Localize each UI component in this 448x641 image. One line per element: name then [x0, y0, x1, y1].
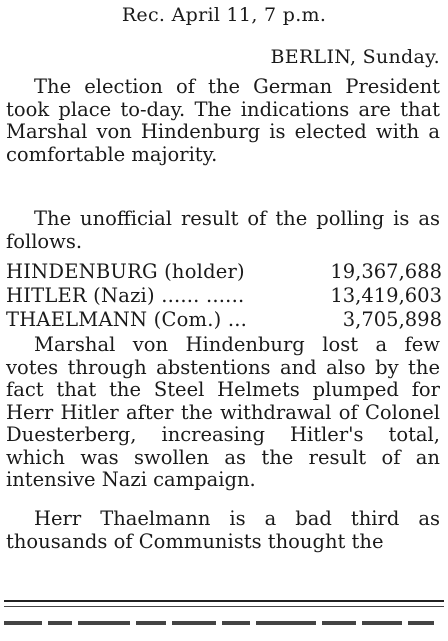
- cut-off-text-fragment: [4, 621, 444, 641]
- result-row: [6, 260, 442, 284]
- candidate-name: HITLER (Nazi) ...... ......: [6, 284, 245, 307]
- column-rule-thin: [4, 606, 444, 607]
- candidate-name: THAELMANN (Com.) ...: [6, 308, 248, 331]
- paragraph-1: The election of the German President took place to-day. The indications are that Marshal von Hindenburg is elected with a comfortable majority.: [6, 75, 440, 166]
- vote-count: 19,367,688: [330, 260, 442, 283]
- dateline: BERLIN, Sunday.: [270, 46, 440, 68]
- received-time: Rec. April 11, 7 p.m.: [121, 4, 327, 26]
- candidate-name: HINDENBURG (holder): [6, 260, 245, 283]
- paragraph-4: Herr Thaelmann is a bad third as thousands of Communists thought the: [6, 507, 440, 553]
- column-rule: [4, 600, 444, 602]
- paragraph-2: The unofficial result of the polling is as follows.: [6, 207, 440, 253]
- result-row: [6, 308, 442, 332]
- paragraph-3: Marshal von Hindenburg lost a few votes through abstentions and also by the fact that the Steel Helmets plumped for Herr Hitler after the withdrawal of Colonel Duesterberg, increasing Hitler's total, which was swollen as the result of an intensive Nazi campaign.: [6, 333, 440, 491]
- vote-count: 3,705,898: [342, 308, 442, 331]
- result-row: [6, 284, 442, 308]
- results-table: [6, 260, 442, 332]
- vote-count: 13,419,603: [330, 284, 442, 307]
